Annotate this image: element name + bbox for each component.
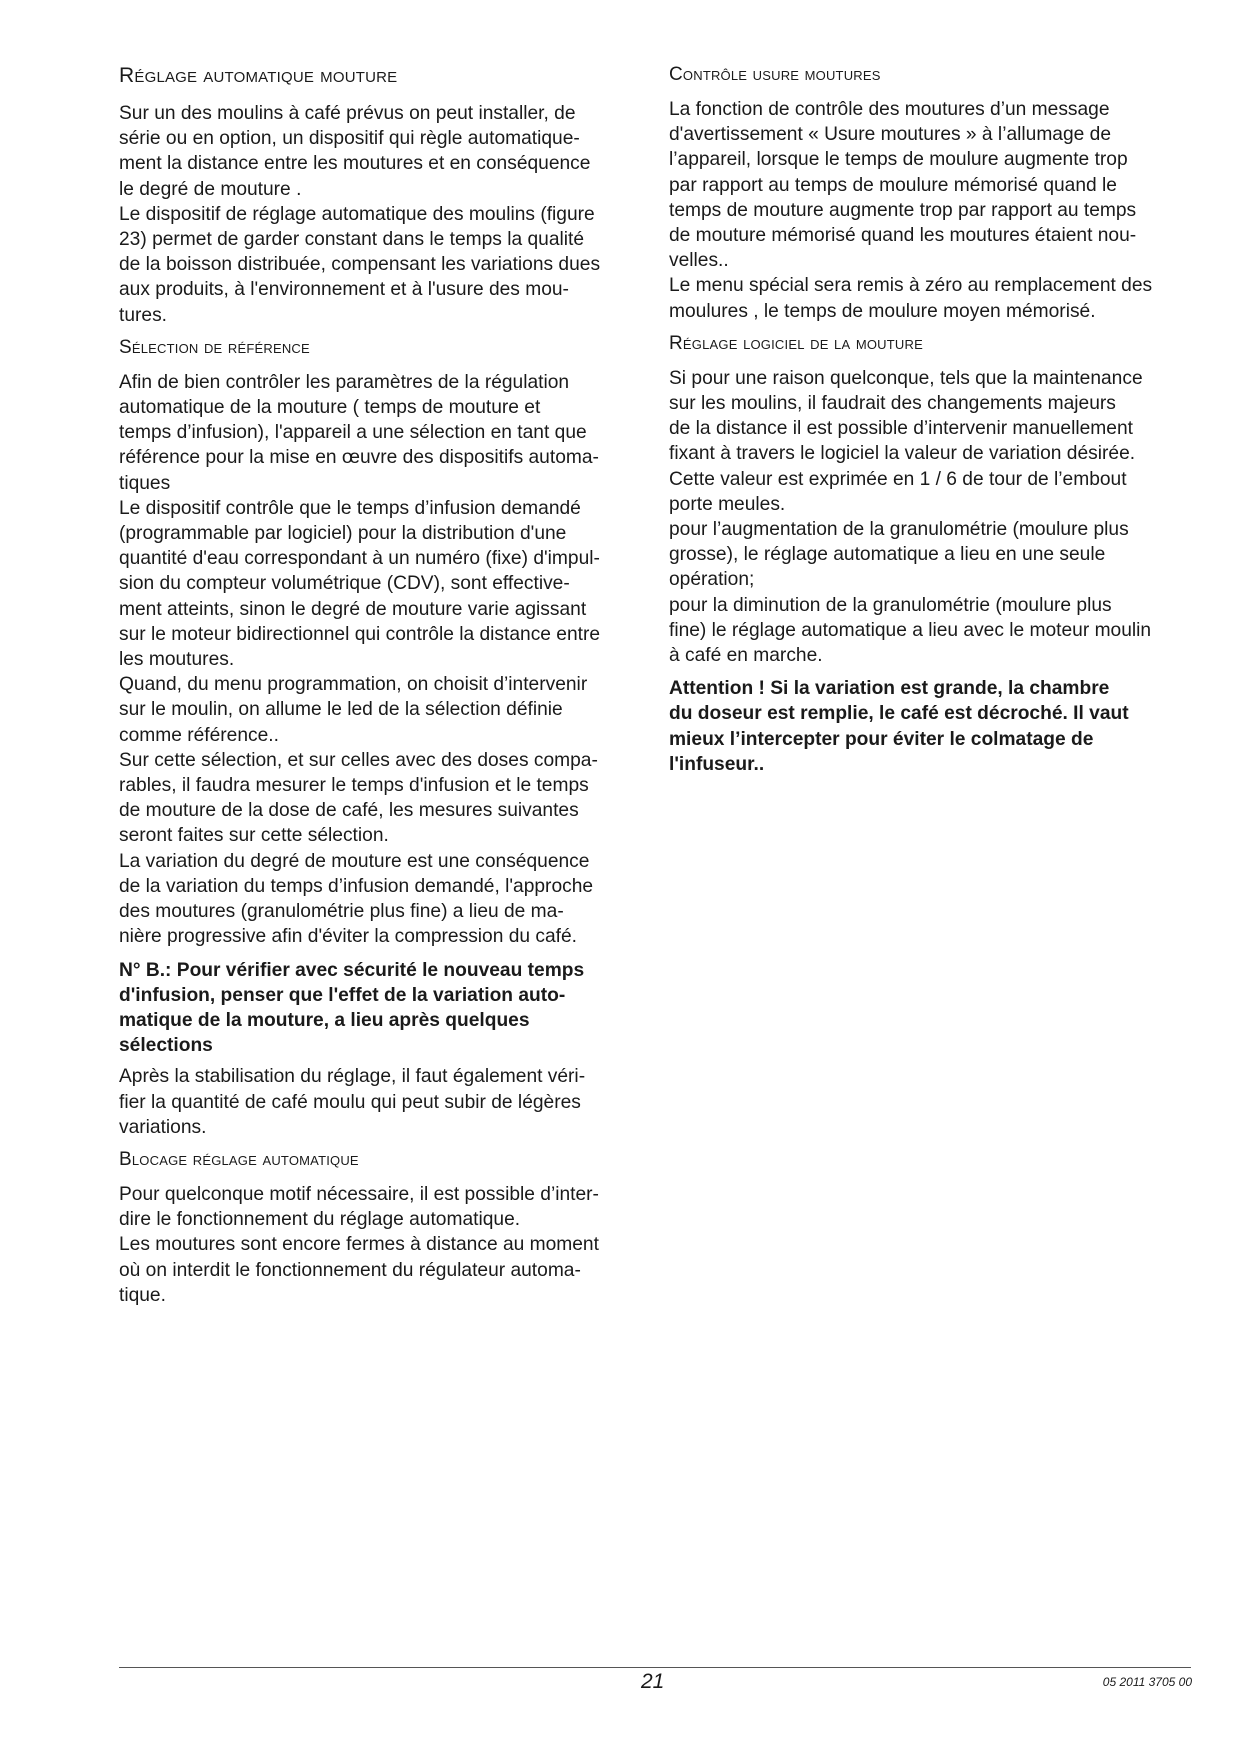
paragraph — [119, 1064, 639, 1140]
section-heading: Contrôle usure moutures — [669, 64, 881, 85]
text-line: Afin de bien contrôler les paramètres de la régulation — [119, 371, 570, 393]
text-line: temps d’infusion), l'appareil a une sélection en tant que — [119, 422, 587, 444]
text-line: du doseur est remplie, le café est décroché. Il vaut — [669, 703, 1129, 725]
text-line: variations. — [119, 1116, 207, 1138]
text-line: tiques — [119, 472, 171, 494]
text-line: l'infuseur.. — [669, 753, 765, 775]
text-line: d'avertissement « Usure moutures » à l’allumage de — [669, 124, 1111, 146]
attention-bold — [669, 676, 1191, 777]
text-line: les moutures. — [119, 649, 235, 671]
text-line: tures. — [119, 304, 167, 326]
text-line: sur le moulin, on allume le led de la sélection définie — [119, 699, 563, 721]
text-line: 23) permet de garder constant dans le temps la qualité — [119, 229, 585, 251]
text-line: par rapport au temps de moulure mémorisé quand le — [669, 174, 1117, 196]
text-line: Si pour une raison quelconque, tels que la maintenance — [669, 367, 1143, 389]
text-line: d'infusion, penser que l'effet de la variation auto- — [119, 984, 566, 1006]
text-line: velles.. — [669, 250, 729, 272]
text-line: de mouture mémorisé quand les moutures étaient nou- — [669, 225, 1137, 247]
text-line: matique de la mouture, a lieu après quelques — [119, 1009, 530, 1031]
text-line: fine) le réglage automatique a lieu avec le moteur moulin — [669, 619, 1152, 641]
text-line: Le dispositif de réglage automatique des moulins (figure — [119, 203, 595, 225]
paragraph — [119, 1182, 639, 1308]
text-line: La variation du degré de mouture est une conséquence — [119, 850, 590, 872]
paragraph — [669, 366, 1191, 668]
text-line: pour la diminution de la granulométrie (moulure plus — [669, 594, 1112, 616]
text-line: tique. — [119, 1284, 166, 1306]
text-line: mieux l’intercepter pour éviter le colmatage de — [669, 728, 1094, 750]
text-line: Cette valeur est exprimée en 1 / 6 de tour de l’embout — [669, 468, 1127, 490]
text-line: pour l’augmentation de la granulométrie (moulure plus — [669, 519, 1129, 541]
text-line: Les moutures sont encore fermes à distance au moment — [119, 1234, 599, 1256]
text-line: La fonction de contrôle des moutures d’un message — [669, 99, 1110, 120]
text-line: comme référence.. — [119, 724, 279, 746]
left-column — [119, 64, 639, 1308]
note-bold — [119, 958, 639, 1059]
text-line: quantité d'eau correspondant à un numéro (fixe) d'impul- — [119, 548, 600, 570]
text-line: ment atteints, sinon le degré de mouture varie agissant — [119, 598, 587, 620]
text-line: sion du compteur volumétrique (CDV), sont effective- — [119, 573, 570, 595]
text-line: fixant à travers le logiciel la valeur de variation désirée. — [669, 443, 1136, 465]
text-line: temps de mouture augmente trop par rapport au temps — [669, 199, 1137, 221]
section-heading: Réglage logiciel de la mouture — [669, 332, 923, 354]
text-line: Après la stabilisation du réglage, il faut également véri- — [119, 1066, 586, 1088]
paragraph — [119, 101, 639, 328]
text-line: l’appareil, lorsque le temps de moulure augmente trop — [669, 149, 1128, 171]
text-line: automatique de la mouture ( temps de mouture et — [119, 397, 541, 419]
text-line: rables, il faudra mesurer le temps d'infusion et le temps — [119, 775, 589, 797]
text-line: moulures , le temps de moulure moyen mémorisé. — [669, 300, 1096, 322]
paragraph — [669, 97, 1191, 324]
text-line: opération; — [669, 569, 755, 591]
text-line: sélections — [119, 1035, 213, 1057]
text-line: où on interdit le fonctionnement du régulateur automa- — [119, 1259, 581, 1281]
text-line: ment la distance entre les moutures et en conséquence — [119, 153, 591, 175]
text-line: le degré de mouture . — [119, 178, 302, 200]
text-line: Sur cette sélection, et sur celles avec des doses compa- — [119, 749, 598, 771]
section-heading: Blocage réglage automatique — [119, 1148, 359, 1170]
text-line: nière progressive afin d'éviter la compression du café. — [119, 926, 577, 948]
text-line: sur les moulins, il faudrait des changements majeurs — [669, 393, 1116, 415]
text-line: (programmable par logiciel) pour la distribution d'une — [119, 523, 567, 545]
text-line: des moutures (granulométrie plus fine) a lieu de ma- — [119, 901, 564, 923]
text-line: de la boisson distribuée, compensant les variations dues — [119, 254, 601, 276]
text-line: Quand, du menu programmation, on choisit d’intervenir — [119, 674, 588, 696]
document-code: 05 2011 3705 00 — [1102, 1675, 1192, 1689]
text-line: seront faites sur cette sélection. — [119, 825, 389, 847]
section-heading: Sélection de référence — [119, 336, 310, 358]
section-heading: Réglage automatique mouture — [119, 64, 398, 87]
text-line: Attention ! Si la variation est grande, la chambre — [669, 678, 1110, 700]
footer-rule — [119, 1667, 1191, 1668]
paragraph — [119, 370, 639, 950]
text-line: référence pour la mise en œuvre des dispositifs automa- — [119, 447, 599, 469]
text-line: Le dispositif contrôle que le temps d’infusion demandé — [119, 497, 581, 519]
text-line: de la variation du temps d’infusion demandé, l'approche — [119, 875, 594, 897]
text-line: de la distance il est possible d’intervenir manuellement — [669, 418, 1133, 440]
text-line: à café en marche. — [669, 645, 823, 667]
text-line: grosse), le réglage automatique a lieu en une seule — [669, 544, 1106, 566]
text-line: Sur un des moulins à café prévus on peut installer, de — [119, 103, 576, 124]
text-line: de mouture de la dose de café, les mesures suivantes — [119, 800, 579, 822]
text-line: Pour quelconque motif nécessaire, il est possible d’inter- — [119, 1183, 599, 1205]
text-line: aux produits, à l'environnement et à l'usure des mou- — [119, 279, 569, 301]
text-line: dire le fonctionnement du réglage automatique. — [119, 1209, 521, 1231]
text-line: fier la quantité de café moulu qui peut subir de légères — [119, 1091, 581, 1113]
right-column — [669, 64, 1191, 783]
text-line: N° B.: Pour vérifier avec sécurité le nouveau temps — [119, 959, 585, 981]
text-line: Le menu spécial sera remis à zéro au remplacement des — [669, 275, 1153, 297]
text-line: série ou en option, un dispositif qui règle automatique- — [119, 128, 580, 150]
page-number: 21 — [641, 1670, 665, 1693]
text-line: porte meules. — [669, 493, 786, 515]
text-line: sur le moteur bidirectionnel qui contrôle la distance entre — [119, 623, 601, 645]
